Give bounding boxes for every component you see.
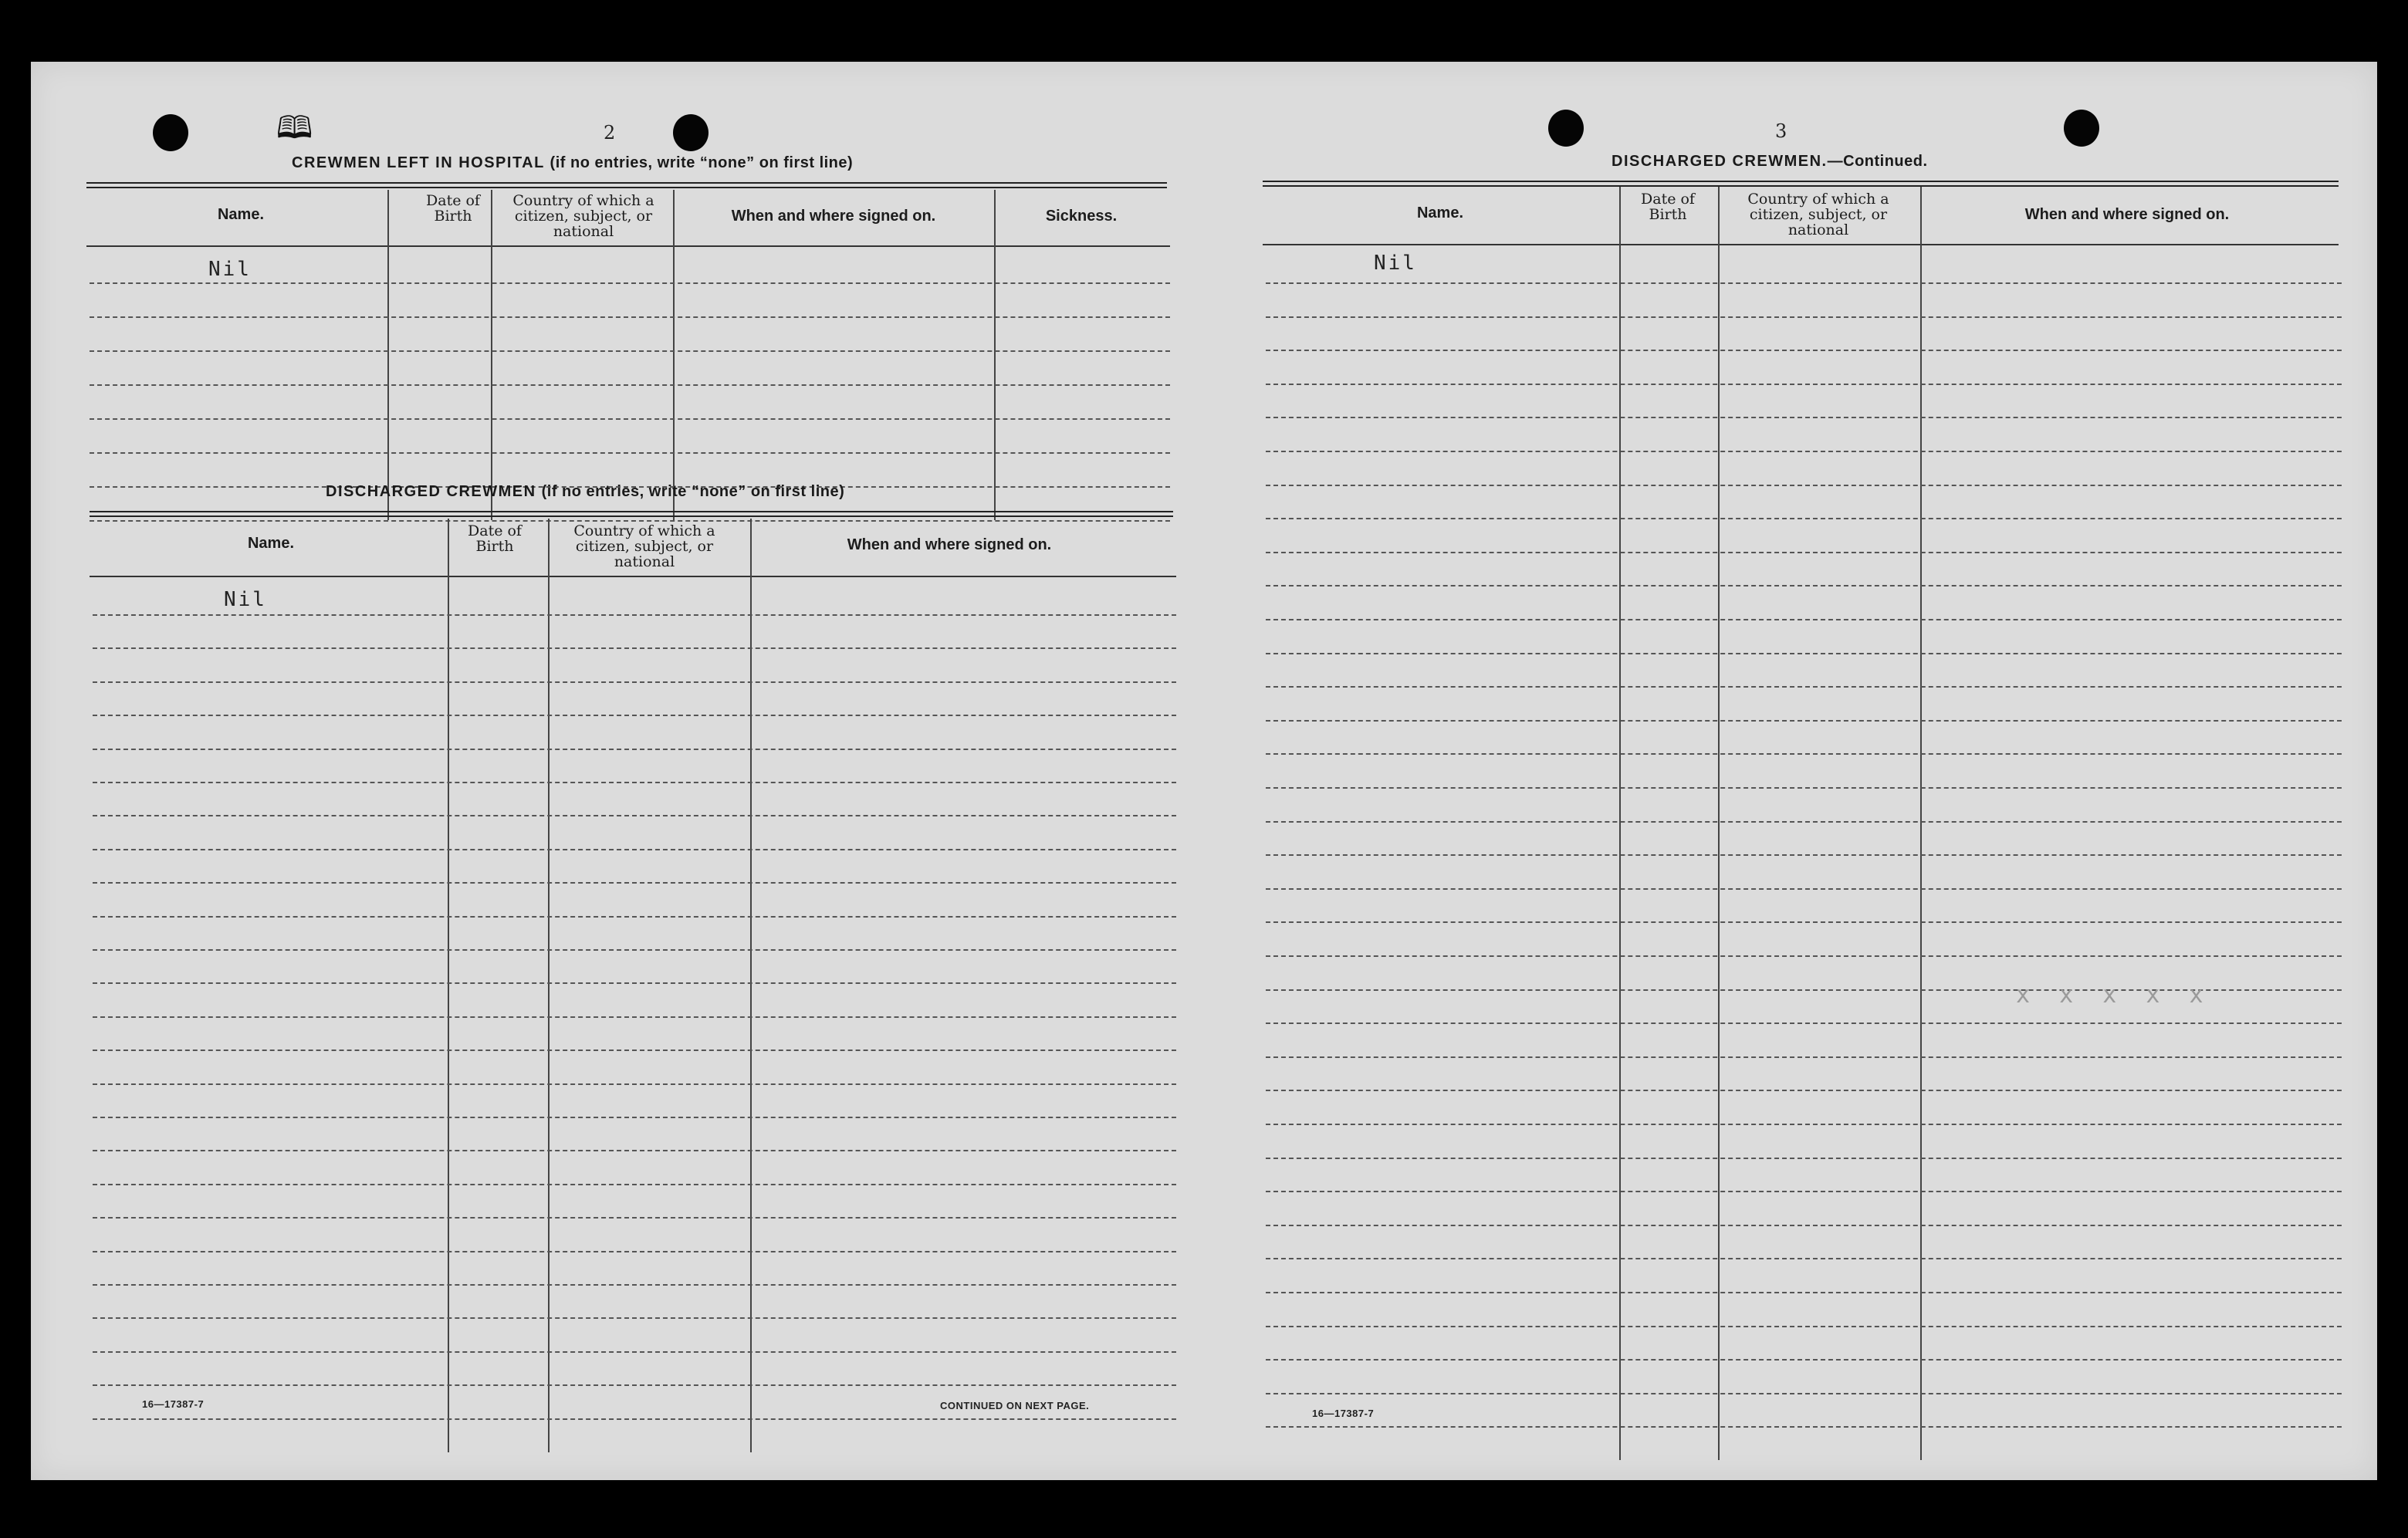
row-line xyxy=(1266,686,2342,688)
hospital-entry-name: Nil xyxy=(208,258,252,281)
row-line xyxy=(1266,1023,2342,1024)
discharged-col-dob: Date of Birth xyxy=(468,522,522,555)
discharged-continued-title-text: DISCHARGED CREWMEN. xyxy=(1612,153,1828,170)
discharged-col-divider xyxy=(548,519,550,1452)
row-line xyxy=(93,1184,1176,1185)
row-line xyxy=(93,849,1176,850)
hospital-col-country: Country of which a citizen, subject, or national xyxy=(512,192,654,240)
form-number-left: 16—17387-7 xyxy=(142,1398,205,1410)
row-line xyxy=(93,782,1176,783)
row-line xyxy=(1266,1258,2342,1259)
row-line xyxy=(1266,1124,2342,1125)
row-line xyxy=(93,1016,1176,1018)
hospital-row-line xyxy=(90,316,1170,318)
row-line xyxy=(93,681,1176,683)
row-line xyxy=(93,749,1176,750)
row-line xyxy=(93,715,1176,716)
hospital-col-dob: Date of Birth xyxy=(426,192,480,225)
hospital-col-divider xyxy=(994,190,996,520)
row-line xyxy=(1266,854,2342,856)
row-line xyxy=(1266,316,2342,318)
row-line xyxy=(1266,1326,2342,1327)
row-line xyxy=(1266,653,2342,654)
right-col-country: Country of which a citizen, subject, or national xyxy=(1747,191,1889,238)
hospital-col-signed: When and where signed on. xyxy=(731,208,936,225)
discharged-top-rule xyxy=(90,511,1173,517)
row-line xyxy=(93,1384,1176,1386)
row-line xyxy=(93,1317,1176,1319)
hospital-col-divider xyxy=(673,190,675,520)
hospital-col-divider xyxy=(387,190,389,520)
hospital-col-sickness: Sickness. xyxy=(1045,208,1118,225)
row-line xyxy=(93,1217,1176,1219)
row-line xyxy=(93,1351,1176,1353)
row-line xyxy=(93,916,1176,918)
punch-hole xyxy=(673,114,709,151)
hospital-subtitle-text: (if no entries, write “none” on first line) xyxy=(550,154,854,171)
right-col-dob: Date of Birth xyxy=(1641,191,1695,223)
row-line xyxy=(1266,787,2342,789)
form-number-right: 16—17387-7 xyxy=(1312,1408,1375,1419)
discharged-subtitle-text: (if no entries, write “none” on first line) xyxy=(541,483,845,500)
row-line xyxy=(1266,921,2342,923)
punch-hole xyxy=(2064,110,2099,147)
discharged-title-text: DISCHARGED CREWMEN xyxy=(326,483,536,500)
row-line xyxy=(1266,1292,2342,1293)
right-col-name: Name. xyxy=(1416,205,1464,221)
punch-hole xyxy=(153,114,188,151)
page-number-right: 3 xyxy=(1775,120,1787,142)
row-line xyxy=(93,1251,1176,1252)
faint-typed-marks: x x x x x xyxy=(2016,982,2211,1009)
form-sheet xyxy=(31,62,2377,1480)
row-line xyxy=(1266,518,2342,519)
row-line xyxy=(93,1284,1176,1286)
right-top-rule xyxy=(1263,181,2339,187)
punch-hole xyxy=(1548,110,1584,147)
row-line xyxy=(1266,1056,2342,1058)
row-line xyxy=(93,949,1176,951)
hospital-row-line xyxy=(90,282,1170,284)
discharged-col-country: Country of which a citizen, subject, or national xyxy=(573,522,715,570)
discharged-header-rule xyxy=(90,576,1176,577)
hospital-row-line xyxy=(90,520,1170,522)
right-col-signed: When and where signed on. xyxy=(2024,206,2230,223)
right-col-divider xyxy=(1619,187,1621,1460)
row-line xyxy=(1266,1426,2342,1428)
continued-note: CONTINUED ON NEXT PAGE. xyxy=(940,1400,1090,1411)
row-line xyxy=(1266,720,2342,722)
row-line xyxy=(93,982,1176,984)
hospital-title-text: CREWMEN LEFT IN HOSPITAL xyxy=(292,154,545,171)
row-line xyxy=(1266,350,2342,351)
row-line xyxy=(1266,888,2342,890)
row-line xyxy=(1266,384,2342,385)
ink-mark: 🕮 xyxy=(276,110,313,146)
row-line xyxy=(1266,585,2342,586)
right-col-divider xyxy=(1718,187,1720,1460)
row-line xyxy=(93,1050,1176,1051)
row-line xyxy=(1266,1090,2342,1091)
row-line xyxy=(93,1418,1176,1420)
page-number-left: 2 xyxy=(604,122,616,144)
discharged-col-name: Name. xyxy=(247,535,295,552)
row-line xyxy=(93,815,1176,816)
discharged-col-signed: When and where signed on. xyxy=(847,536,1052,553)
row-line xyxy=(93,647,1176,649)
row-line xyxy=(1266,619,2342,620)
row-line xyxy=(93,614,1176,616)
right-header-rule xyxy=(1263,244,2339,245)
row-line xyxy=(1266,1359,2342,1361)
right-col-divider xyxy=(1920,187,1922,1460)
discharged-continued-title xyxy=(1612,153,1928,171)
hospital-row-line xyxy=(90,452,1170,454)
row-line xyxy=(1266,552,2342,553)
hospital-row-line xyxy=(90,384,1170,386)
row-line xyxy=(1266,485,2342,486)
row-line xyxy=(93,1150,1176,1151)
row-line xyxy=(93,882,1176,884)
discharged-col-divider xyxy=(750,519,752,1452)
hospital-section-title xyxy=(292,154,853,172)
row-line xyxy=(1266,1225,2342,1226)
discharged-entry-name: Nil xyxy=(224,588,267,611)
row-line xyxy=(1266,282,2342,284)
hospital-row-line xyxy=(90,350,1170,352)
hospital-row-line xyxy=(90,418,1170,420)
row-line xyxy=(1266,753,2342,755)
discharged-section-title xyxy=(326,483,844,501)
hospital-col-divider xyxy=(491,190,492,520)
hospital-col-name: Name. xyxy=(217,206,265,223)
hospital-header-rule xyxy=(86,245,1170,247)
row-line xyxy=(1266,1158,2342,1159)
row-line xyxy=(1266,955,2342,957)
discharged-continued-subtitle: —Continued. xyxy=(1827,153,1928,170)
right-entry-name: Nil xyxy=(1374,252,1417,275)
row-line xyxy=(1266,1393,2342,1394)
discharged-col-divider xyxy=(448,519,449,1452)
row-line xyxy=(1266,1191,2342,1192)
row-line xyxy=(1266,417,2342,418)
row-line xyxy=(1266,821,2342,823)
row-line xyxy=(93,1117,1176,1118)
row-line xyxy=(1266,451,2342,452)
hospital-top-rule xyxy=(86,182,1167,188)
row-line xyxy=(93,1083,1176,1085)
